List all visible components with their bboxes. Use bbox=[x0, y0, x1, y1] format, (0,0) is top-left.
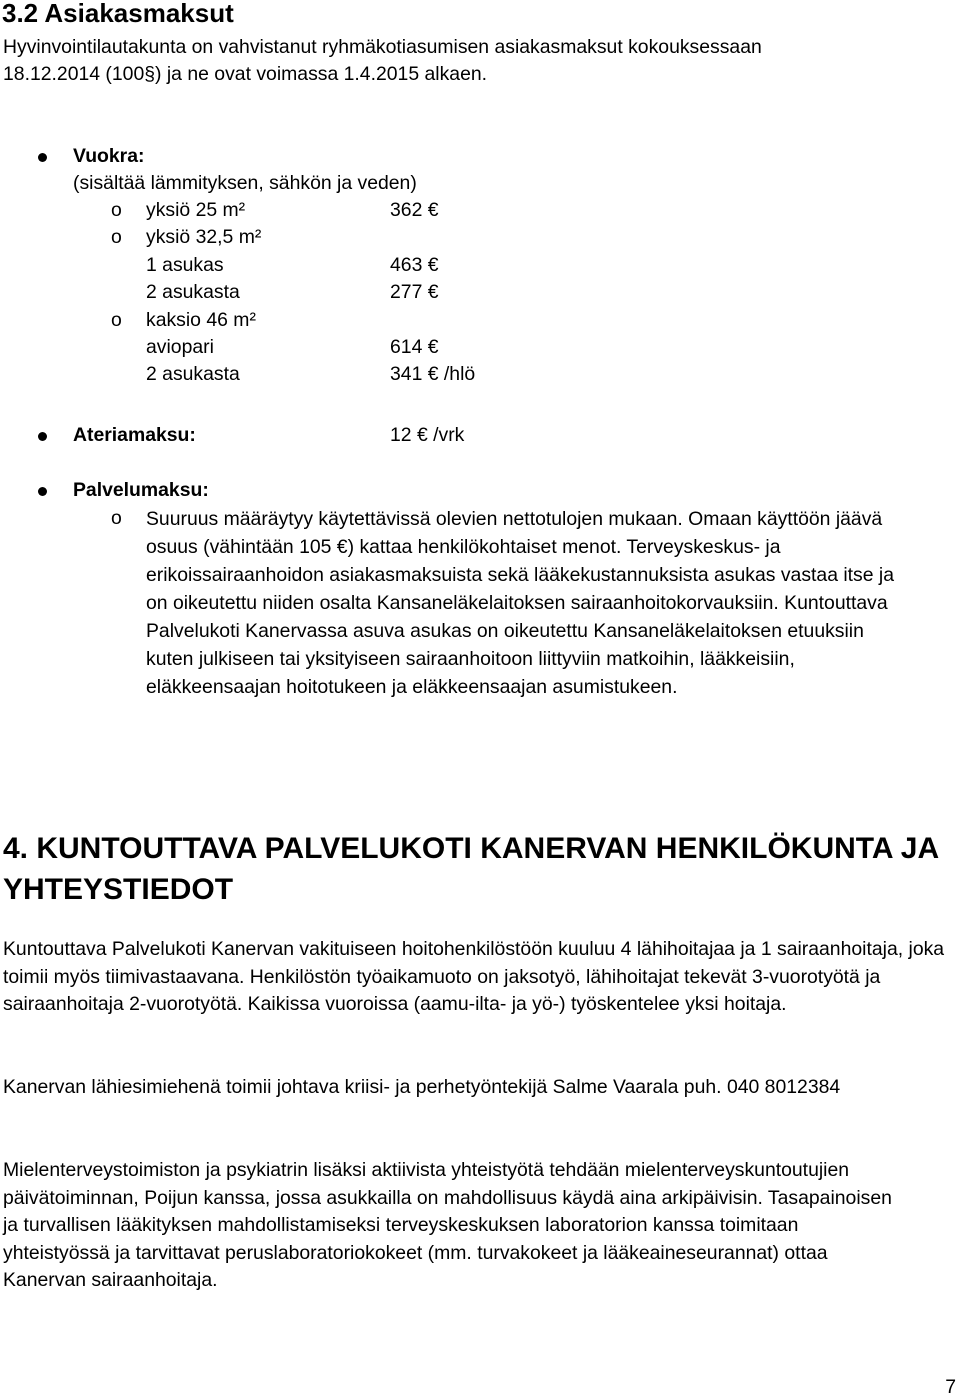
meal-price: 12 € /vrk bbox=[390, 424, 465, 446]
rent-row-price: 463 € bbox=[390, 254, 439, 276]
chapter-heading: 4. KUNTOUTTAVA PALVELUKOTI KANERVAN HENKILÖKUNTA JA YHTEYSTIEDOT bbox=[3, 832, 939, 906]
rent-row-label: 1 asukas bbox=[146, 254, 224, 276]
chapter-paragraph-3: Mielenterveystoimiston ja psykiatrin lisäksi aktiivista yhteistyötä tehdään mielenterveyskuntoutujien päivätoiminnan, Poijun kanssa, jossa asukkailla on mahdollisuus käydä aina arkipäivisin. Tasapainoisen ja turvallisen lääkityksen mahdollistamiseksi terveyskeskuksen laboratorion kanssa toimitaan yhteistyössä ja tarvittavat peruslaboratoriokokeet (mm. turvakokeet ja lääkeaineseurannat) ottaa Kanervan sairaanhoitaja. bbox=[3, 1159, 892, 1291]
rent-row-price: 277 € bbox=[390, 281, 439, 303]
page-number: 7 bbox=[945, 1376, 956, 1398]
bullet-icon bbox=[38, 487, 47, 496]
rent-row-label: kaksio 46 m² bbox=[146, 309, 256, 331]
sub-bullet-icon: o bbox=[111, 226, 122, 248]
rent-row-label: 2 asukasta bbox=[146, 281, 240, 303]
meal-label: Ateriamaksu: bbox=[73, 424, 196, 446]
intro-line-1: Hyvinvointilautakunta on vahvistanut ryhmäkotiasumisen asiakasmaksut kokouksessaan bbox=[3, 36, 762, 58]
sub-bullet-icon: o bbox=[111, 507, 122, 529]
chapter-paragraph-2: Kanervan lähiesimiehenä toimii johtava kriisi- ja perhetyöntekijä Salme Vaarala puh. 040 8012384 bbox=[3, 1076, 841, 1098]
service-label: Palvelumaksu: bbox=[73, 479, 209, 501]
sub-bullet-icon: o bbox=[111, 309, 122, 331]
section-heading: 3.2 Asiakasmaksut bbox=[2, 0, 234, 28]
rent-note: (sisältää lämmityksen, sähkön ja veden) bbox=[73, 172, 417, 194]
rent-row-label: aviopari bbox=[146, 336, 214, 358]
service-text: Suuruus määräytyy käytettävissä olevien nettotulojen mukaan. Omaan käyttöön jäävä osuus (vähintään 105 €) kattaa henkilökohtaiset menot. Terveyskeskus- ja erikoissairaanhoidon asiakasmaksuista sekä lääkekustannuksista asukas vastaa itse ja on oikeutettu niiden osalta Kansaneläkelaitoksen sairaanhoitokorvauksiin. Kuntouttava Palvelukoti Kanervassa asuva asukas on oikeutettu Kansaneläkelaitoksen etuuksiin kuten julkiseen tai yksityiseen sairaanhoitoon liittyviin matkoihin, lääkkeisiin, eläkkeensaajan hoitotukeen ja eläkkeensaajan asumistukeen. bbox=[146, 508, 895, 698]
rent-label: Vuokra: bbox=[73, 145, 145, 167]
rent-row-label: 2 asukasta bbox=[146, 363, 240, 385]
bullet-icon bbox=[38, 153, 47, 162]
sub-bullet-icon: o bbox=[111, 199, 122, 221]
rent-row-label: yksiö 25 m² bbox=[146, 199, 246, 221]
chapter-paragraph-1: Kuntouttava Palvelukoti Kanervan vakituiseen hoitohenkilöstöön kuuluu 4 lähihoitajaa ja 1 sairaanhoitaja, joka toimii myös tiimivastaavana. Henkilöstön työaikamuoto on jaksotyö, lähihoitajat tekevät 3-vuorotyötä ja sairaanhoitaja 2-vuorotyötä. Kaikissa vuoroissa (aamu-ilta- ja yö-) työskentelee yksi hoitaja. bbox=[3, 938, 945, 1015]
rent-row-price: 362 € bbox=[390, 199, 439, 221]
intro-line-2: 18.12.2014 (100§) ja ne ovat voimassa 1.4.2015 alkaen. bbox=[3, 63, 488, 85]
rent-row-price: 341 € /hlö bbox=[390, 363, 476, 385]
rent-row-price: 614 € bbox=[390, 336, 439, 358]
bullet-icon bbox=[38, 432, 47, 441]
rent-row-label: yksiö 32,5 m² bbox=[146, 226, 262, 248]
